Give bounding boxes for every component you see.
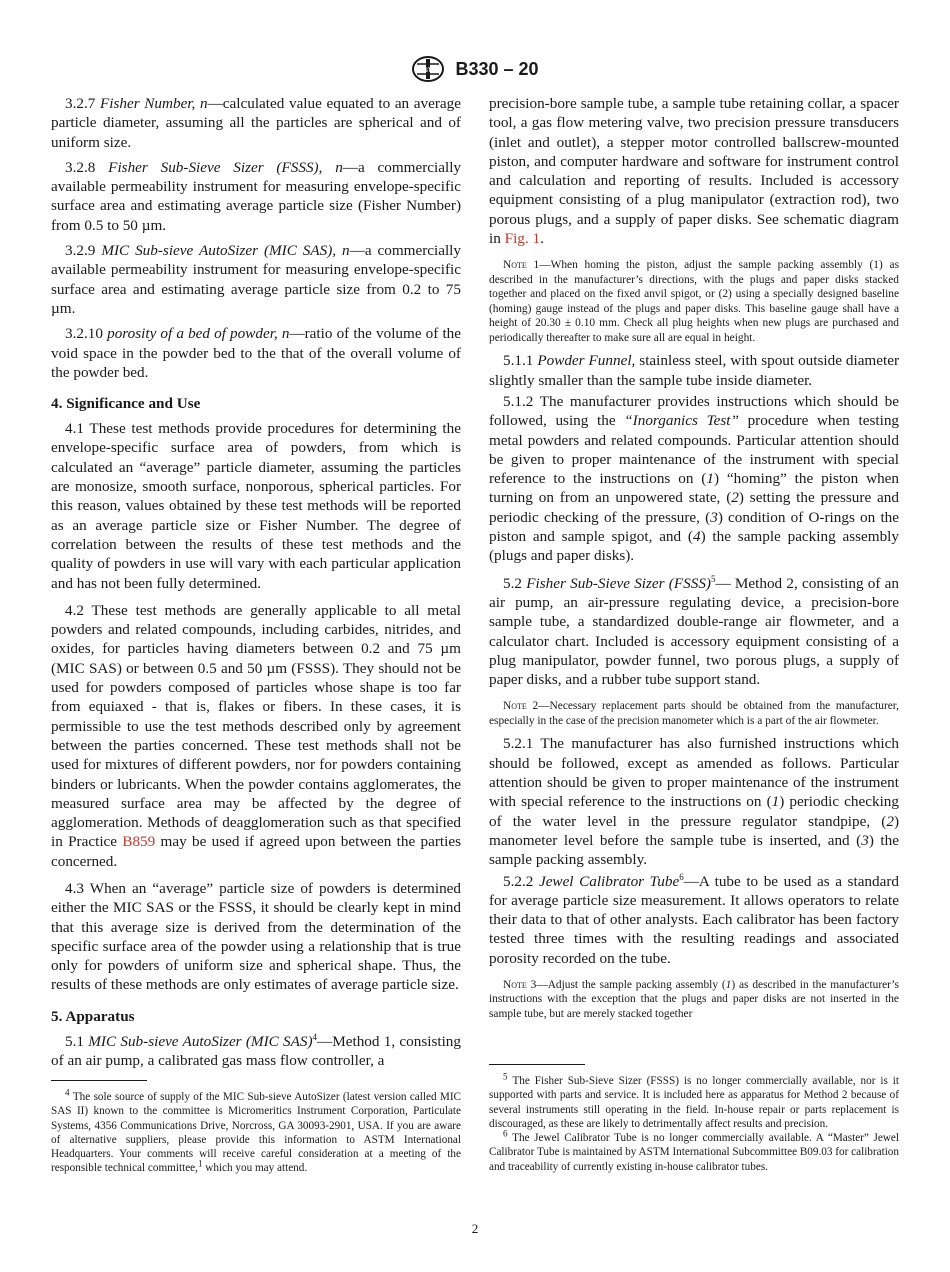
paragraph-3-2-9: 3.2.9 MIC Sub-sieve AutoSizer (MIC SAS), n—a commercially available permeability instrument for measuring envelope-specific surface area and estimating average particle size from 0.2 to 75 µm.	[51, 242, 461, 317]
paragraph-4-1: 4.1 These test methods provide procedures for determining the envelope-specific surface area of powders, from which is calculated an “average” particle diameter, assuming the particles are monosize, smooth surface, nonporous, spherical particles. For this reason, values obtained by these test methods will be reported as an average particle size or Fisher Number. The degree of correlation between the results of these test methods and the quality of powders in use will vary with each particular application and has not been fully determined.	[51, 420, 461, 592]
document-designation: B330 – 20	[455, 58, 539, 79]
left-column	[51, 94, 461, 1072]
footnote-rule-right	[489, 1064, 585, 1065]
svg-text:ASTM: ASTM	[419, 68, 437, 74]
paragraph-5-2-1: 5.2.1 The manufacturer has also furnished instructions which should be followed, except as amended as follows. Particular attention should be given to proper maintenance of the instrument with special reference to the instructions on (1) periodic checking of the water level in the pressure regulator standpipe, (2) manometer level before the sample tube is inserted, and (3) the sample packing assembly.	[489, 735, 899, 869]
paragraph-5-1: 5.1 MIC Sub-sieve AutoSizer (MIC SAS)$^4$—Method 1, consisting of an air pump, a calibrated gas mass flow controller, a	[51, 1031, 461, 1070]
note-1: Note 1—When homing the piston, adjust the sample packing assembly (1) as described in the manufacturer’s directions, with the plugs and paper disks stacked together and placed on the fixed anvil spigot, or (2) using a specially designed baseline (homing) gauge instead of the plugs and paper disks. This baseline gauge shall have a height of 20.30 ± 0.10 mm. Check all plug heights when new plugs are purchased and periodically thereafter to make sure all are equal in height.	[489, 259, 900, 344]
page-number: 2	[471, 1221, 479, 1236]
paragraph-3-2-10: 3.2.10 porosity of a bed of powder, n—ratio of the volume of the void space in the powder bed to the that of the overall volume of the powder bed.	[51, 325, 462, 381]
paragraph-5-1-2: 5.1.2 The manufacturer provides instructions which should be followed, using the “Inorganics Test” procedure when testing metal powders and related compounds. Particular attention should be given to proper maintenance of the instrument with special reference to the instructions on (1) “homing” the piston when turning on from an unpowered state, (2) setting the pressure and periodic checking of the pressure, (3) condition of O-rings on the piston and sample spigot, and (4) the sample packing assembly (plugs and paper disks).	[489, 392, 900, 565]
link-b859[interactable]: B859	[122, 833, 156, 851]
paragraph-5-2-2: 5.2.2 Jewel Calibrator Tube$^6$—A tube to be used as a standard for average particle size measurement. It allows operators to relate their data to that of other analysts. Each calibrator has been factory tested three times with the resulting readings and associated porosity recorded on the tube.	[489, 871, 900, 967]
link-fig-1[interactable]: Fig. 1	[504, 230, 541, 248]
right-column	[489, 94, 899, 1027]
footnotes-right	[489, 1071, 899, 1174]
section-heading-5: 5. Apparatus	[51, 1007, 135, 1025]
paragraph-3-2-7: 3.2.7 Fisher Number, n—calculated value equated to an average particle diameter, assuming all the particles are spherical and of uniform size.	[51, 95, 461, 151]
paragraph-4-2: 4.2 These test methods are generally applicable to all metal powders and related compounds, including carbides, nitrides, and oxides, for particles having diameters between 0.2 and 75 µm (MIC SAS) or between 0.5 and 50 µm (FSSS). They should not be used for powders composed of particles whose shape is too far from equiaxed - that is, flakes or fibers. In these cases, it is permissible to use the test methods described only by agreement between the parties concerned. These test methods shall not be used for mixtures of different powders, nor for powders containing binders or lubricants. When the powder contains agglomerates, the measured surface area may be affected by the degree of agglomeration. Methods of deagglomeration such as that specified in Practice B859 may be used if agreed upon between the parties concerned.	[51, 601, 461, 870]
footnote-rule-left	[51, 1080, 147, 1081]
paragraph-3-2-8: 3.2.8 Fisher Sub-Sieve Sizer (FSSS), n—a commercially available permeability instrument for measuring envelope-specific surface area and estimating average particle size (Fisher Number) from 0.5 to 50 µm.	[51, 158, 462, 234]
note-3: Note 3—Adjust the sample packing assembly (1) as described in the manufacturer’s instructions with the exception that the plugs and paper disks are not inserted in the sample tube, but are merely stacked together	[489, 978, 899, 1020]
footnote-5: $^5$ The Fisher Sub-Sieve Sizer (FSSS) is no longer commercially available, nor is it supported with parts and service. It is included here as apparatus for Method 2 because of several instruments still operating in the field. In-house repair or parts replacement is discouraged, as these are likely to detrimentally affect results and precision.	[489, 1071, 899, 1130]
paragraph-5-2: 5.2 Fisher Sub-Sieve Sizer (FSSS)$^5$— Method 2, consisting of an air pump, an air-pressure regulating device, a precision-bore sample tube, a standardized double-range air flowmeter, and a calculator chart. Included is accessory equipment consisting of a plug manipulator, powder funnel, two porous plugs, a supply of paper disks, and a rubber tube support stand.	[489, 573, 900, 689]
page-header	[0, 56, 950, 82]
astm-logo-icon	[411, 56, 445, 82]
footnote-6: $^6$ The Jewel Calibrator Tube is no longer commercially available. A “Master” Jewel Calibrator Tube is maintained by ASTM International Subcommittee B09.03 for calibration and traceability of currently existing in-house calibrator tubes.	[489, 1128, 899, 1173]
paragraph-4-3: 4.3 When an “average” particle size of powders is determined either the MIC SAS or the FSSS, it should be clearly kept in mind that this average size is derived from the determination of the specific surface area of the powder using a relationship that is true only for powders of uniform size and spherical shape. Thus, the results of these methods are only estimates of average particle size.	[51, 879, 461, 994]
footnote-4: $^4$ The sole source of supply of the MIC Sub-sieve AutoSizer (latest version called MIC SAS II) known to the committee is Micromeritics Instrument Corporation, Particulate Systems, 4356 Communications Drive, Norcross, GA 30093-2901, USA. If you are aware of alternative suppliers, please provide this information to ASTM International Headquarters. Your comments will receive careful consideration at a meeting of the responsible technical committee,$^1$ which you may attend.	[51, 1087, 462, 1175]
section-heading-4: 4. Significance and Use	[51, 395, 201, 413]
paragraph-5-1-continued: precision-bore sample tube, a sample tube retaining collar, a spacer tool, a gas flow metering valve, two precision pressure transducers (inlet and outlet), a stepper motor controlled ballscrew-mounted piston, and computer hardware and software for instrument control and calculation and reporting of results. Included is accessory equipment consisting of a plug manipulator (extraction rod), two porous plugs, and a supply of paper disks. See schematic diagram in Fig. 1.	[489, 95, 899, 248]
note-2: Note 2—Necessary replacement parts should be obtained from the manufacturer, especially in the case of the precision manometer which is a part of the air flowmeter.	[489, 700, 899, 727]
paragraph-5-1-1: 5.1.1 Powder Funnel, stainless steel, with spout outside diameter slightly smaller than the sample tube inside diameter.	[489, 352, 900, 389]
